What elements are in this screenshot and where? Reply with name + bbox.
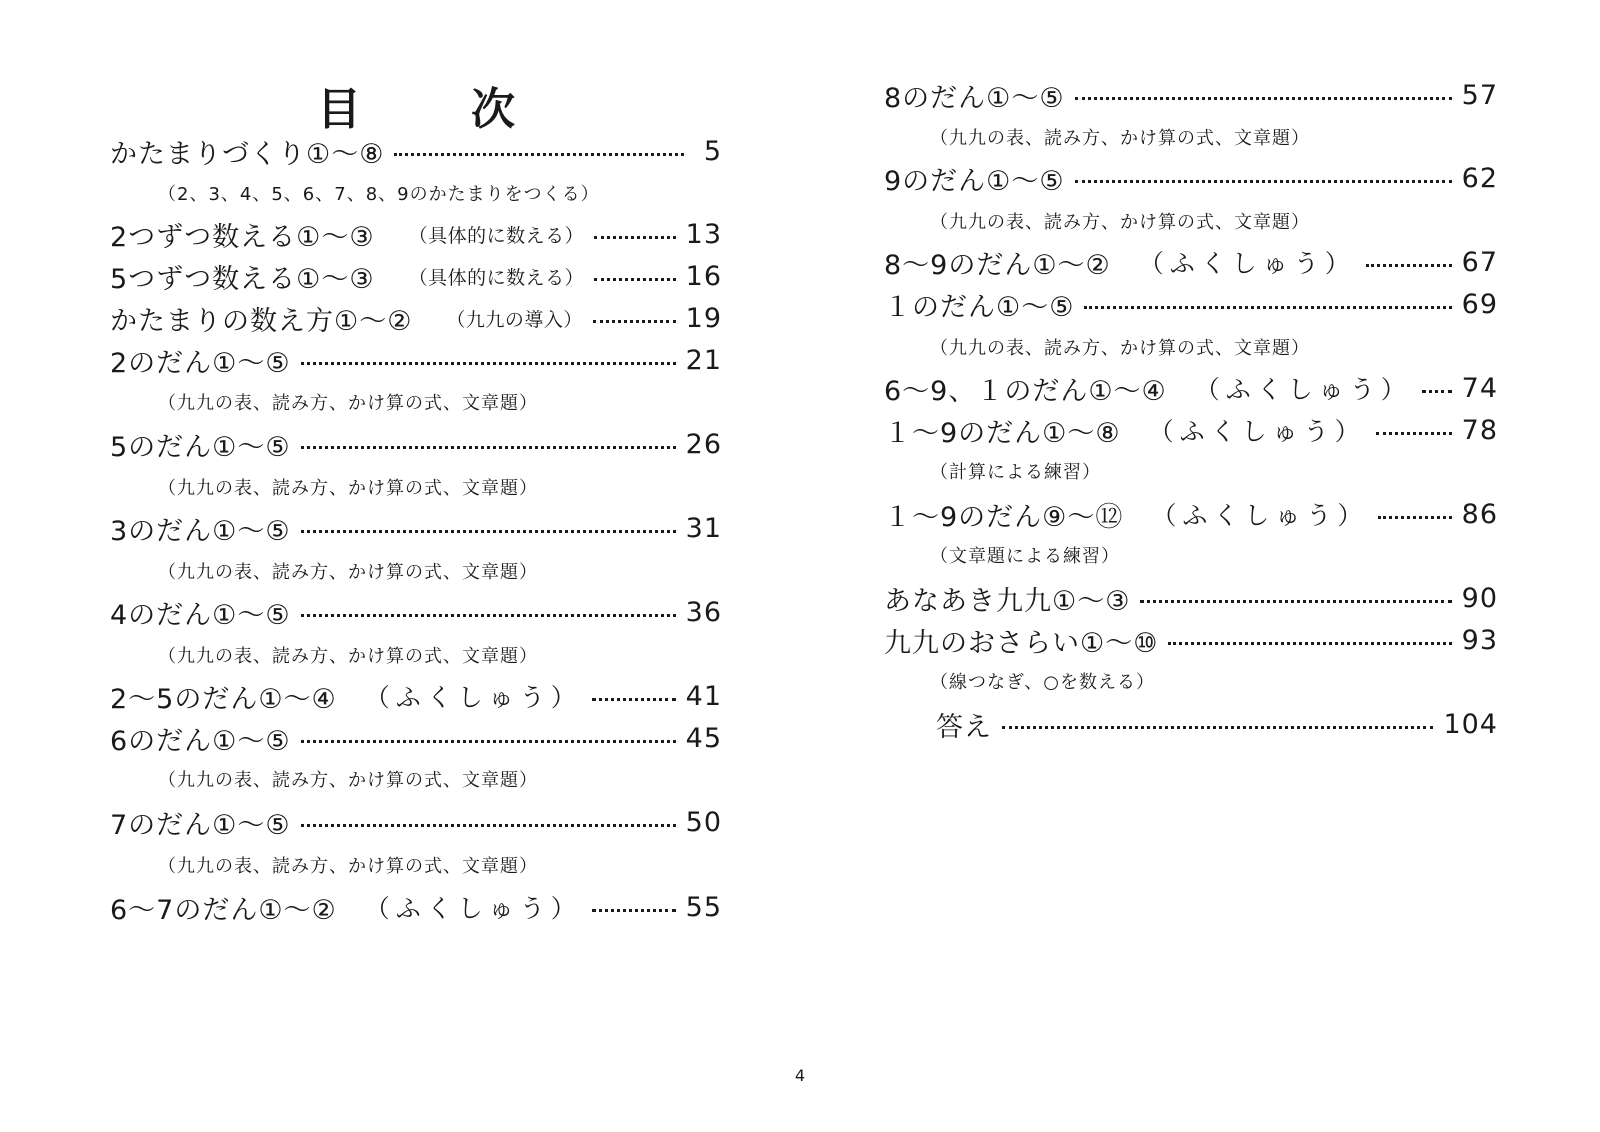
toc-entry-page: 93 bbox=[1461, 624, 1498, 656]
toc-entry-description: （線つなぎ、○を数える） bbox=[930, 672, 1155, 693]
toc-entry-description: （九九の表、読み方、かけ算の式、文章題） bbox=[158, 646, 538, 667]
toc-entry-label: 8～9のだん①～② bbox=[884, 249, 1111, 281]
toc-entry[interactable] bbox=[110, 887, 722, 927]
toc-entry-page: 31 bbox=[685, 512, 722, 544]
toc-entry[interactable] bbox=[110, 802, 722, 842]
leader-dots bbox=[1084, 306, 1451, 309]
toc-entry[interactable] bbox=[110, 718, 722, 758]
toc-entry-page: 21 bbox=[685, 344, 722, 376]
leader-dots bbox=[1075, 180, 1452, 183]
leader-dots bbox=[1376, 432, 1452, 435]
toc-entry-label: １のだん①～⑤ bbox=[884, 291, 1075, 323]
leader-dots bbox=[1168, 642, 1451, 645]
toc-entry-note: （ふくしゅう） bbox=[1148, 417, 1366, 446]
toc-entry[interactable] bbox=[884, 494, 1498, 534]
title-char-1: 目 bbox=[317, 84, 361, 135]
toc-entry[interactable] bbox=[110, 508, 722, 548]
leader-dots bbox=[301, 362, 676, 365]
toc-entry-description: （九九の表、読み方、かけ算の式、文章題） bbox=[158, 770, 538, 791]
leader-dots bbox=[1002, 726, 1433, 729]
toc-entry-label: 6～7のだん①～② bbox=[110, 894, 337, 926]
toc-entry-page: 86 bbox=[1461, 498, 1498, 530]
leader-dots bbox=[1140, 600, 1451, 603]
toc-entry-page: 57 bbox=[1461, 79, 1498, 111]
toc-entry-label: 6のだん①～⑤ bbox=[110, 725, 291, 757]
toc-entry-page: 26 bbox=[685, 428, 722, 460]
toc-entry-page: 74 bbox=[1461, 372, 1498, 404]
leader-dots bbox=[301, 824, 676, 827]
leader-dots bbox=[593, 320, 676, 323]
toc-entry-description: （九九の表、読み方、かけ算の式、文章題） bbox=[158, 562, 538, 583]
toc-entry-label: １～9のだん⑨～⑫ bbox=[884, 501, 1124, 533]
leader-dots bbox=[594, 278, 676, 281]
toc-entry-description: （九九の表、読み方、かけ算の式、文章題） bbox=[158, 393, 538, 414]
toc-entry[interactable] bbox=[884, 158, 1498, 198]
toc-entry-note: （具体的に数える） bbox=[408, 224, 585, 247]
toc-entry-label: 2～5のだん①～④ bbox=[110, 683, 337, 715]
toc-entry-description: （2、3、4、5、6、7、8、9のかたまりをつくる） bbox=[158, 184, 600, 205]
toc-entry-note: （ふくしゅう） bbox=[1194, 375, 1412, 404]
leader-dots bbox=[301, 614, 676, 617]
toc-entry-label: かたまりの数え方①～② bbox=[110, 305, 413, 337]
leader-dots bbox=[592, 698, 676, 701]
toc-entry-page: 90 bbox=[1461, 582, 1498, 614]
toc-entry-note: （ふくしゅう） bbox=[1151, 501, 1369, 530]
toc-entry-description: （文章題による練習） bbox=[930, 546, 1120, 567]
toc-entry-note: （九九の導入） bbox=[446, 308, 583, 331]
toc-entry-label: 答え bbox=[936, 711, 992, 743]
toc-entry[interactable] bbox=[110, 256, 722, 296]
leader-dots bbox=[301, 740, 676, 743]
leader-dots bbox=[301, 530, 676, 533]
toc-entry[interactable] bbox=[884, 368, 1498, 408]
leader-dots bbox=[594, 236, 676, 239]
toc-entry-label: 3のだん①～⑤ bbox=[110, 515, 291, 547]
toc-entry-note: （ふくしゅう） bbox=[1138, 249, 1356, 278]
toc-entry[interactable] bbox=[110, 340, 722, 380]
leader-dots bbox=[301, 446, 676, 449]
toc-entry-page: 62 bbox=[1461, 162, 1498, 194]
toc-entry-page: 78 bbox=[1461, 414, 1498, 446]
toc-entry-label: 6～9、１のだん①～④ bbox=[884, 375, 1167, 407]
toc-entry-description: （計算による練習） bbox=[930, 462, 1101, 483]
toc-entry[interactable] bbox=[110, 298, 722, 338]
leader-dots bbox=[394, 153, 684, 156]
toc-entry[interactable] bbox=[884, 242, 1498, 282]
toc-entry-label: 2のだん①～⑤ bbox=[110, 347, 291, 379]
toc-entry[interactable] bbox=[884, 410, 1498, 450]
toc-entry-page: 55 bbox=[685, 891, 722, 923]
toc-entry-label: 2つずつ数える①～③ bbox=[110, 221, 375, 253]
toc-entry-description: （九九の表、読み方、かけ算の式、文章題） bbox=[930, 128, 1310, 149]
toc-entry-page: 36 bbox=[685, 596, 722, 628]
toc-entry-page: 69 bbox=[1461, 288, 1498, 320]
toc-entry-page: 16 bbox=[685, 260, 722, 292]
toc-entry-page: 50 bbox=[685, 806, 722, 838]
toc-entry[interactable] bbox=[110, 214, 722, 254]
toc-entry-label: 9のだん①～⑤ bbox=[884, 165, 1065, 197]
toc-entry-label: １～9のだん①～⑧ bbox=[884, 417, 1121, 449]
toc-entry-page: 104 bbox=[1443, 708, 1498, 740]
toc-entry-page: 41 bbox=[685, 680, 722, 712]
toc-entry[interactable] bbox=[110, 131, 722, 171]
leader-dots bbox=[1378, 516, 1451, 519]
toc-entry-page: 19 bbox=[685, 302, 722, 334]
toc-entry-label: 7のだん①～⑤ bbox=[110, 809, 291, 841]
toc-entry[interactable] bbox=[884, 620, 1498, 660]
page-number: 4 bbox=[794, 1066, 806, 1085]
toc-entry-label: 5つずつ数える①～③ bbox=[110, 263, 375, 295]
toc-entry-label: かたまりづくり①～⑧ bbox=[110, 138, 385, 170]
toc-entry-label: 九九のおさらい①～⑩ bbox=[884, 627, 1159, 659]
toc-entry-note: （ふくしゅう） bbox=[364, 894, 582, 923]
toc-entry-note: （ふくしゅう） bbox=[364, 683, 582, 712]
toc-entry[interactable] bbox=[884, 284, 1498, 324]
toc-entry[interactable] bbox=[110, 424, 722, 464]
leader-dots bbox=[592, 909, 676, 912]
toc-entry-page: 45 bbox=[685, 722, 722, 754]
toc-entry-note: （具体的に数える） bbox=[408, 266, 585, 289]
leader-dots bbox=[1075, 97, 1452, 100]
page-title bbox=[110, 70, 722, 140]
toc-entry-label: あなあき九九①～③ bbox=[884, 585, 1131, 617]
toc-entry-label: 8のだん①～⑤ bbox=[884, 82, 1065, 114]
toc-entry[interactable] bbox=[110, 676, 722, 716]
toc-entry-page: 13 bbox=[685, 218, 722, 250]
leader-dots bbox=[1366, 264, 1452, 267]
toc-entry-label: 4のだん①～⑤ bbox=[110, 599, 291, 631]
toc-entry-description: （九九の表、読み方、かけ算の式、文章題） bbox=[158, 478, 538, 499]
toc-entry-page: 5 bbox=[703, 135, 722, 167]
toc-entry-description: （九九の表、読み方、かけ算の式、文章題） bbox=[158, 856, 538, 877]
toc-entry-label: 5のだん①～⑤ bbox=[110, 431, 291, 463]
toc-entry[interactable] bbox=[936, 704, 1498, 744]
toc-entry-description: （九九の表、読み方、かけ算の式、文章題） bbox=[930, 338, 1310, 359]
toc-entry[interactable] bbox=[110, 592, 722, 632]
toc-entry-description: （九九の表、読み方、かけ算の式、文章題） bbox=[930, 212, 1310, 233]
title-char-2: 次 bbox=[471, 84, 515, 135]
toc-entry-page: 67 bbox=[1461, 246, 1498, 278]
toc-entry[interactable] bbox=[884, 578, 1498, 618]
toc-entry[interactable] bbox=[884, 75, 1498, 115]
leader-dots bbox=[1422, 390, 1452, 393]
